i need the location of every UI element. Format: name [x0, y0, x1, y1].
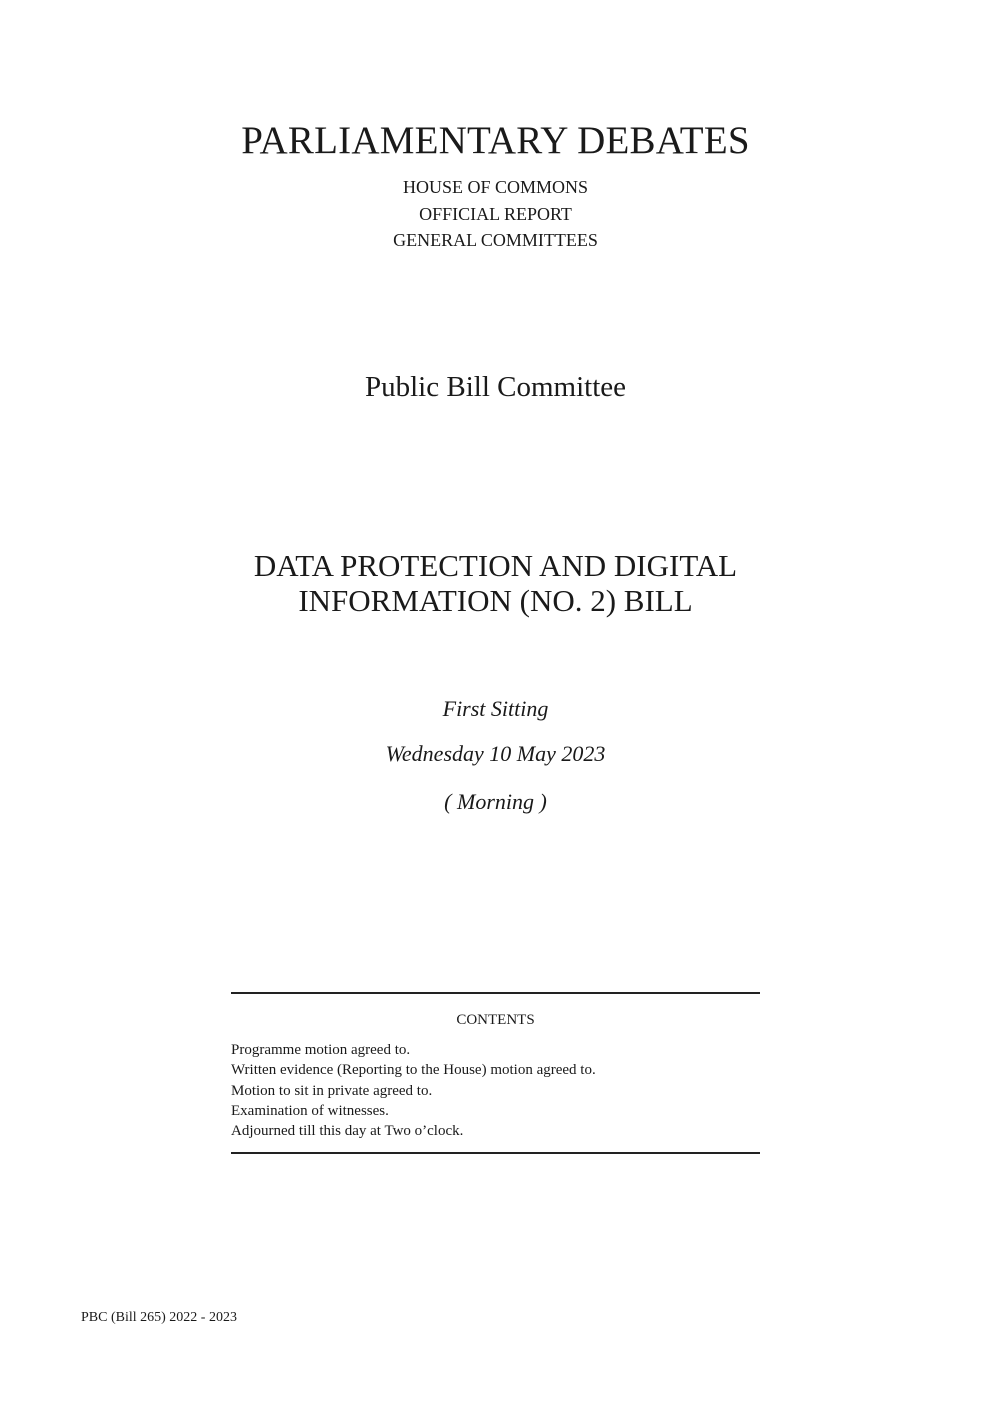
bill-title-line: INFORMATION (NO. 2) BILL: [298, 583, 693, 618]
contents-item: Examination of witnesses.: [231, 1102, 389, 1119]
sitting-date: Wednesday 10 May 2023: [385, 741, 606, 766]
footer-reference: PBC (Bill 265) 2022 - 2023: [81, 1310, 237, 1325]
bill-title-line: DATA PROTECTION AND DIGITAL: [253, 548, 738, 583]
contents-item: Motion to sit in private agreed to.: [231, 1082, 433, 1099]
subtitle-line: HOUSE OF COMMONS: [402, 177, 589, 197]
contents-top-rule: [231, 992, 760, 994]
contents-item: Written evidence (Reporting to the House) motion agreed to.: [231, 1062, 596, 1079]
contents-bottom-rule: [231, 1152, 760, 1154]
sitting-name: First Sitting: [442, 696, 549, 721]
document-subtitle: [0, 174, 991, 254]
contents-item: Programme motion agreed to.: [231, 1042, 411, 1058]
bill-title: [0, 548, 991, 618]
contents-item: Adjourned till this day at Two o’clock.: [231, 1123, 464, 1140]
subtitle-line: GENERAL COMMITTEES: [393, 230, 598, 250]
contents-heading: CONTENTS: [456, 1012, 535, 1028]
subtitle-line: OFFICIAL REPORT: [419, 203, 572, 224]
contents-list: [231, 1040, 596, 1141]
document-title: PARLIAMENTARY DEBATES: [241, 119, 750, 162]
committee-name: Public Bill Committee: [365, 371, 626, 403]
sitting-session: ( Morning ): [444, 789, 547, 814]
